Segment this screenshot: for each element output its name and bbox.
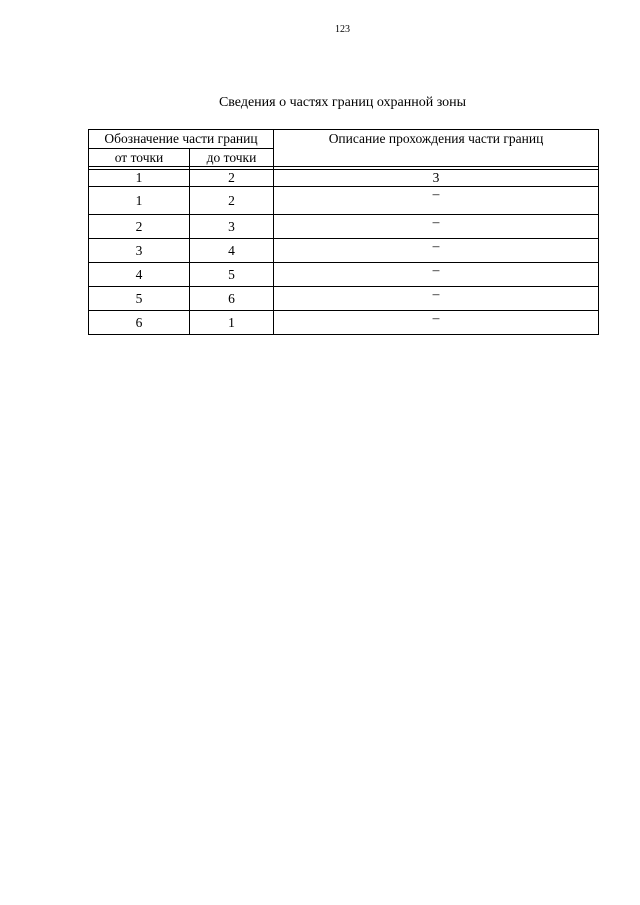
- header-from-point: от точки: [89, 149, 190, 167]
- description-cell: –: [274, 311, 599, 335]
- description-cell: –: [274, 187, 599, 215]
- column-number: 3: [274, 170, 599, 187]
- description-cell: –: [274, 287, 599, 311]
- header-boundary-description: Описание прохождения части границ: [274, 130, 599, 167]
- boundary-parts-table: [88, 129, 599, 335]
- page-number: 123: [335, 24, 350, 35]
- table-row: [89, 263, 599, 287]
- description-cell: –: [274, 263, 599, 287]
- to-point-cell: 4: [190, 239, 274, 263]
- document-title: Сведения о частях границ охранной зоны: [218, 95, 467, 110]
- table-row: [89, 287, 599, 311]
- from-point-cell: 3: [89, 239, 190, 263]
- header-to-point: до точки: [190, 149, 274, 167]
- to-point-cell: 1: [190, 311, 274, 335]
- description-cell: –: [274, 239, 599, 263]
- table-header: [89, 130, 599, 167]
- column-number-row: [89, 170, 599, 187]
- to-point-cell: 5: [190, 263, 274, 287]
- table-row: [89, 215, 599, 239]
- table-row: [89, 311, 599, 335]
- to-point-cell: 2: [190, 187, 274, 215]
- table-row: [89, 239, 599, 263]
- column-number: 1: [89, 170, 190, 187]
- description-cell: –: [274, 215, 599, 239]
- table-row: [89, 187, 599, 215]
- from-point-cell: 1: [89, 187, 190, 215]
- from-point-cell: 6: [89, 311, 190, 335]
- from-point-cell: 5: [89, 287, 190, 311]
- to-point-cell: 3: [190, 215, 274, 239]
- from-point-cell: 2: [89, 215, 190, 239]
- header-boundary-part-designation: Обозначение части границ: [89, 130, 274, 149]
- column-number: 2: [190, 170, 274, 187]
- to-point-cell: 6: [190, 287, 274, 311]
- table-body: [89, 167, 599, 335]
- from-point-cell: 4: [89, 263, 190, 287]
